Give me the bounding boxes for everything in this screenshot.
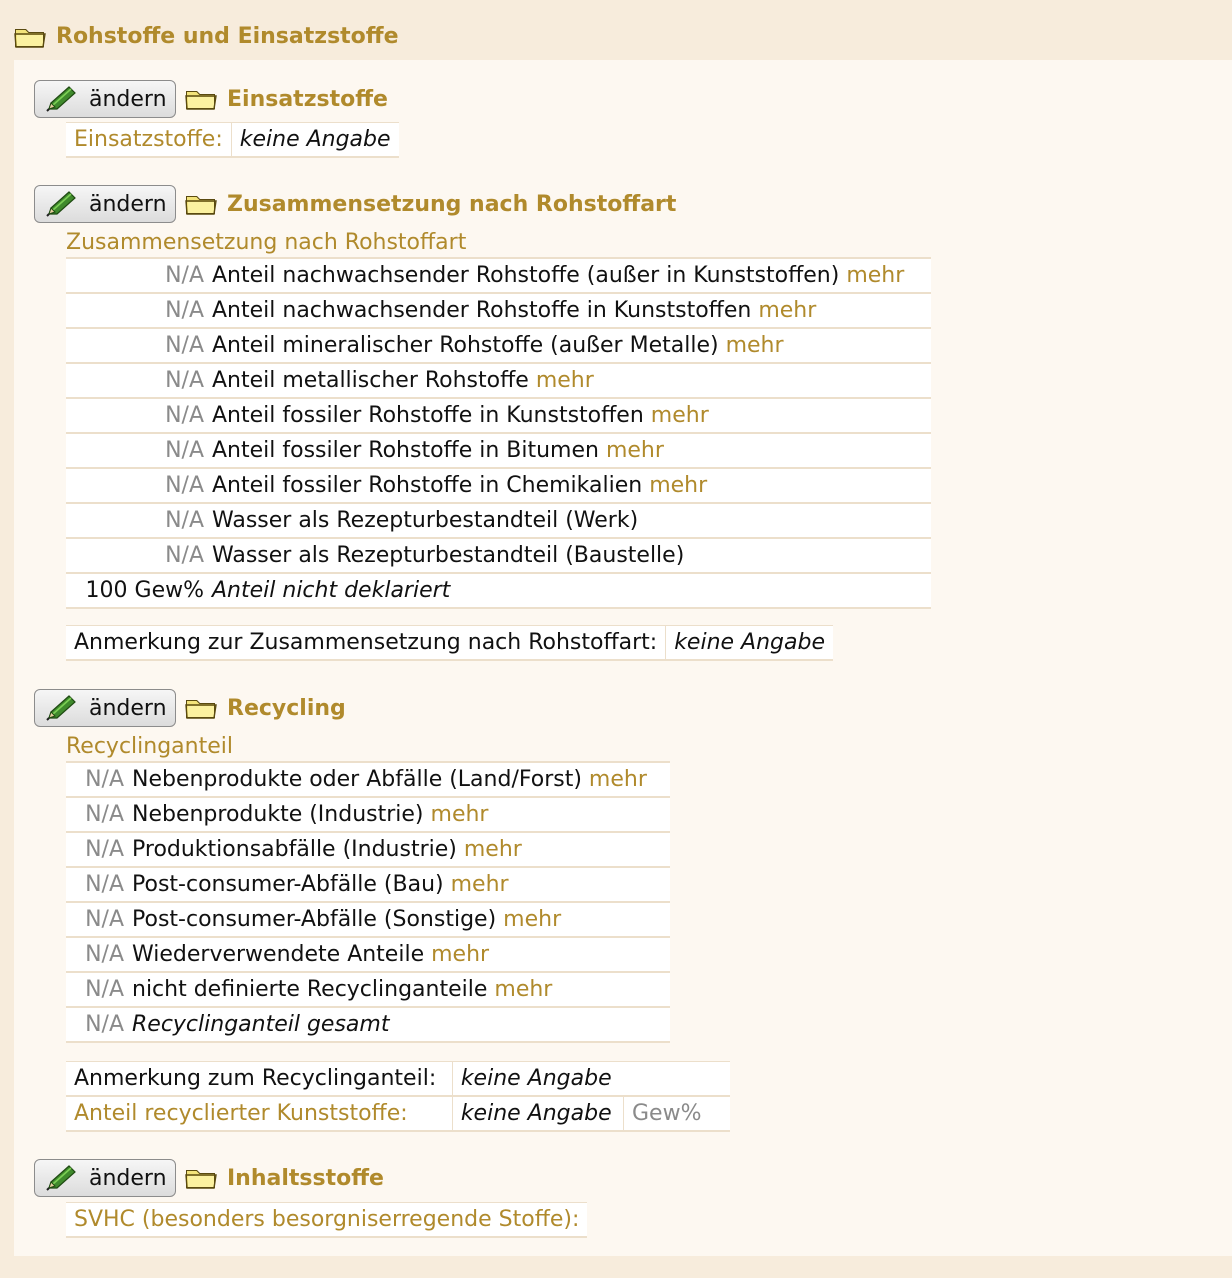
table-row xyxy=(66,762,670,797)
table-row xyxy=(66,538,931,573)
row-value: N/A xyxy=(66,433,212,468)
row-value: N/A xyxy=(66,937,132,972)
more-link[interactable]: mehr xyxy=(605,438,664,463)
edit-button-label: ändern xyxy=(89,86,167,112)
row-value: 100 Gew% xyxy=(66,573,212,608)
row-value: N/A xyxy=(66,258,212,293)
more-link[interactable]: mehr xyxy=(758,298,817,323)
folder-icon xyxy=(185,1167,217,1189)
table-row xyxy=(66,626,833,661)
row-label: Wiederverwendete Anteile xyxy=(132,942,425,967)
more-link[interactable]: mehr xyxy=(503,907,562,932)
more-link[interactable]: mehr xyxy=(535,368,594,393)
recycling-note-table xyxy=(66,1061,730,1132)
more-link[interactable]: mehr xyxy=(650,403,709,428)
row-value: N/A xyxy=(66,867,132,902)
table-row xyxy=(66,503,931,538)
row-label-cell xyxy=(212,258,931,293)
row-label: nicht definierte Recyclinganteile xyxy=(132,977,488,1002)
row-value: N/A xyxy=(66,503,212,538)
row-label-cell xyxy=(212,503,931,538)
row-label-cell xyxy=(212,538,931,573)
note-label: Anmerkung zur Zusammensetzung nach Rohstoffart: xyxy=(66,626,666,661)
note-value: keine Angabe xyxy=(452,1062,730,1097)
page-header xyxy=(14,24,399,49)
einsatzstoffe-value: keine Angabe xyxy=(231,123,398,158)
more-link[interactable]: mehr xyxy=(588,767,647,792)
row-label: Anteil fossiler Rohstoffe in Chemikalien xyxy=(212,473,643,498)
row-label: Post-consumer-Abfälle (Sonstige) xyxy=(132,907,497,932)
row-label-cell xyxy=(132,832,670,867)
subheading-zusammensetzung: Zusammensetzung nach Rohstoffart xyxy=(66,230,467,255)
einsatzstoffe-table xyxy=(66,122,399,158)
row-label-cell xyxy=(132,762,670,797)
table-row xyxy=(66,433,931,468)
table-row xyxy=(66,1007,670,1042)
row-label-cell xyxy=(132,902,670,937)
zusammensetzung-table xyxy=(66,257,931,609)
folder-icon xyxy=(185,697,217,719)
inhaltsstoffe-table xyxy=(66,1202,587,1238)
row-label: Nebenprodukte oder Abfälle (Land/Forst) xyxy=(132,767,582,792)
edit-button-inhaltsstoffe[interactable] xyxy=(34,1159,176,1197)
table-row xyxy=(66,1062,730,1097)
section-title-zusammensetzung: Zusammensetzung nach Rohstoffart xyxy=(227,191,677,217)
content-panel xyxy=(14,60,1232,1256)
row-label-cell xyxy=(132,972,670,1007)
table-row xyxy=(66,258,931,293)
table-row xyxy=(66,972,670,1007)
row-label: Wasser als Rezepturbestandteil (Baustelle) xyxy=(212,543,685,568)
row-label-cell xyxy=(132,1007,670,1042)
row-label-cell xyxy=(212,328,931,363)
more-link[interactable]: mehr xyxy=(494,977,553,1002)
table-row xyxy=(66,398,931,433)
edit-button-label: ändern xyxy=(89,191,167,217)
recycling-table xyxy=(66,761,670,1043)
row-label: Anteil nachwachsender Rohstoffe (außer in Kunststoffen) xyxy=(212,263,840,288)
table-row xyxy=(66,1096,730,1131)
row-value: N/A xyxy=(66,902,132,937)
table-row xyxy=(66,937,670,972)
more-link[interactable]: mehr xyxy=(450,872,509,897)
row-label-cell xyxy=(132,867,670,902)
row-label-cell xyxy=(212,573,931,608)
row-label-cell xyxy=(212,398,931,433)
section-title-einsatzstoffe: Einsatzstoffe xyxy=(227,86,388,112)
row-label: Anteil mineralischer Rohstoffe (außer Metalle) xyxy=(212,333,719,358)
table-row xyxy=(66,832,670,867)
row-label-cell xyxy=(212,293,931,328)
row-value: N/A xyxy=(66,1007,132,1042)
pencil-icon xyxy=(45,85,79,113)
table-row xyxy=(66,293,931,328)
edit-button-zusammensetzung[interactable] xyxy=(34,185,176,223)
edit-button-recycling[interactable] xyxy=(34,689,176,727)
svhc-label: SVHC (besonders besorgniserregende Stoffe): xyxy=(66,1203,587,1238)
row-label-cell xyxy=(212,433,931,468)
more-link[interactable]: mehr xyxy=(431,942,490,967)
row-label: Anteil nachwachsender Rohstoffe in Kunststoffen xyxy=(212,298,752,323)
section-title-recycling: Recycling xyxy=(227,695,346,721)
section-header-recycling xyxy=(34,689,346,727)
row-label-cell xyxy=(212,468,931,503)
row-value: N/A xyxy=(66,398,212,433)
more-link[interactable]: mehr xyxy=(463,837,522,862)
row-value: N/A xyxy=(66,832,132,867)
folder-icon xyxy=(185,88,217,110)
subheading-recyclinganteil: Recyclinganteil xyxy=(66,734,233,759)
more-link[interactable]: mehr xyxy=(725,333,784,358)
row-value: N/A xyxy=(66,797,132,832)
pencil-icon xyxy=(45,694,79,722)
page-title: Rohstoffe und Einsatzstoffe xyxy=(56,24,399,49)
note-label: Anmerkung zum Recyclinganteil: xyxy=(66,1062,452,1097)
pencil-icon xyxy=(45,190,79,218)
kunststoffe-value: keine Angabe xyxy=(452,1096,623,1131)
row-value: N/A xyxy=(66,538,212,573)
row-value: N/A xyxy=(66,762,132,797)
table-row xyxy=(66,573,931,608)
row-label: Anteil nicht deklariert xyxy=(212,578,451,603)
row-value: N/A xyxy=(66,468,212,503)
einsatzstoffe-label: Einsatzstoffe: xyxy=(66,123,231,158)
kunststoffe-unit: Gew% xyxy=(624,1096,731,1131)
row-label-cell xyxy=(132,797,670,832)
note-value: keine Angabe xyxy=(666,626,833,661)
row-label: Anteil metallischer Rohstoffe xyxy=(212,368,529,393)
row-label: Post-consumer-Abfälle (Bau) xyxy=(132,872,444,897)
row-label: Nebenprodukte (Industrie) xyxy=(132,802,424,827)
row-label-cell xyxy=(212,363,931,398)
more-link[interactable]: mehr xyxy=(649,473,708,498)
edit-button-einsatzstoffe[interactable] xyxy=(34,80,176,118)
section-header-einsatzstoffe xyxy=(34,80,388,118)
row-label: Wasser als Rezepturbestandteil (Werk) xyxy=(212,508,639,533)
row-label: Anteil fossiler Rohstoffe in Bitumen xyxy=(212,438,599,463)
table-row xyxy=(66,123,399,158)
table-row xyxy=(66,468,931,503)
row-value: N/A xyxy=(66,972,132,1007)
table-row xyxy=(66,328,931,363)
folder-icon xyxy=(185,193,217,215)
pencil-icon xyxy=(45,1164,79,1192)
row-value: N/A xyxy=(66,363,212,398)
section-title-inhaltsstoffe: Inhaltsstoffe xyxy=(227,1165,384,1191)
row-label-cell xyxy=(132,937,670,972)
more-link[interactable]: mehr xyxy=(430,802,489,827)
row-value: N/A xyxy=(66,293,212,328)
section-header-zusammensetzung xyxy=(34,185,676,223)
row-label: Recyclinganteil gesamt xyxy=(132,1012,390,1037)
table-row xyxy=(66,867,670,902)
table-row xyxy=(66,363,931,398)
more-link[interactable]: mehr xyxy=(846,263,905,288)
table-row xyxy=(66,797,670,832)
table-row xyxy=(66,902,670,937)
edit-button-label: ändern xyxy=(89,695,167,721)
row-label: Anteil fossiler Rohstoffe in Kunststoffen xyxy=(212,403,644,428)
row-label: Produktionsabfälle (Industrie) xyxy=(132,837,457,862)
row-value: N/A xyxy=(66,328,212,363)
folder-icon xyxy=(14,26,46,48)
table-row xyxy=(66,1203,587,1238)
edit-button-label: ändern xyxy=(89,1165,167,1191)
zusammensetzung-note-table xyxy=(66,625,833,661)
section-header-inhaltsstoffe xyxy=(34,1159,384,1197)
kunststoffe-label: Anteil recyclierter Kunststoffe: xyxy=(66,1096,452,1131)
